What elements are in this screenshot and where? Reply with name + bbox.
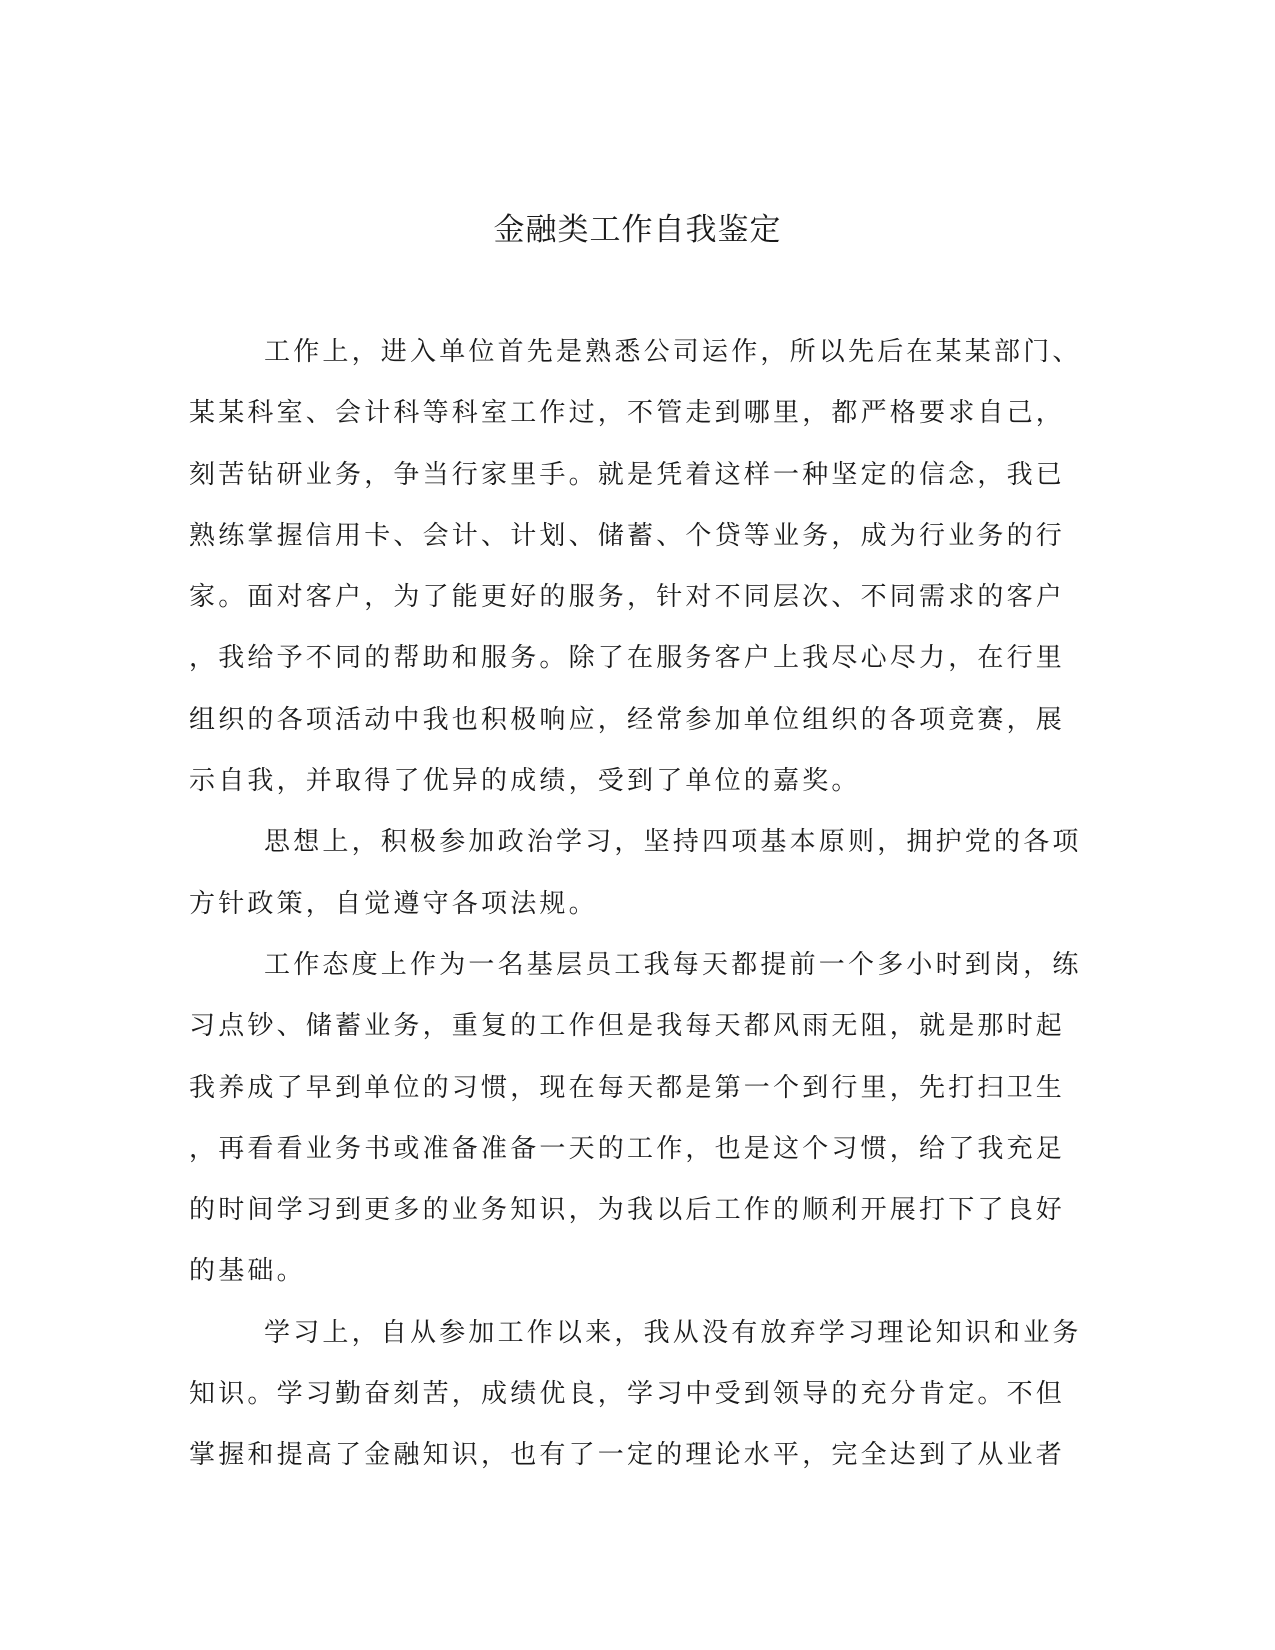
- text-line: 习点钞、储蓄业务，重复的工作但是我每天都风雨无阻，就是那时起: [189, 1011, 1066, 1042]
- text-line: 掌握和提高了金融知识，也有了一定的理论水平，完全达到了从业者: [189, 1440, 1066, 1471]
- text-line: 思想上，积极参加政治学习，坚持四项基本原则，拥护党的各项: [264, 827, 1082, 858]
- text-line: 我养成了早到单位的习惯，现在每天都是第一个到行里，先打扫卫生: [189, 1072, 1066, 1103]
- document-body: [189, 322, 1082, 1487]
- text-line: 知识。学习勤奋刻苦，成绩优良，学习中受到领导的充分肯定。不但: [189, 1379, 1066, 1410]
- document-title: 金融类工作自我鉴定: [493, 212, 782, 248]
- text-line: 方针政策，自觉遵守各项法规。: [189, 888, 598, 919]
- text-line: ，再看看业务书或准备准备一天的工作，也是这个习惯，给了我充足: [189, 1133, 1066, 1164]
- text-line: 刻苦钻研业务，争当行家里手。就是凭着这样一种坚定的信念，我已: [189, 459, 1066, 490]
- text-line: 的基础。: [189, 1256, 306, 1287]
- text-line: 学习上，自从参加工作以来，我从没有放弃学习理论知识和业务: [264, 1317, 1082, 1348]
- text-line: 示自我，并取得了优异的成绩，受到了单位的嘉奖。: [189, 766, 861, 797]
- text-line: ，我给予不同的帮助和服务。除了在服务客户上我尽心尽力，在行里: [189, 643, 1066, 674]
- text-line: 某某科室、会计科等科室工作过，不管走到哪里，都严格要求自己，: [189, 398, 1066, 429]
- text-line: 家。面对客户，为了能更好的服务，针对不同层次、不同需求的客户: [189, 582, 1066, 613]
- text-line: 组织的各项活动中我也积极响应，经常参加单位组织的各项竞赛，展: [189, 704, 1066, 735]
- text-line: 的时间学习到更多的业务知识，为我以后工作的顺利开展打下了良好: [189, 1195, 1066, 1226]
- text-line: 工作上，进入单位首先是熟悉公司运作，所以先后在某某部门、: [264, 337, 1082, 367]
- text-line: 熟练掌握信用卡、会计、计划、储蓄、个贷等业务，成为行业务的行: [189, 520, 1066, 551]
- text-line: 工作态度上作为一名基层员工我每天都提前一个多小时到岗，练: [264, 949, 1082, 980]
